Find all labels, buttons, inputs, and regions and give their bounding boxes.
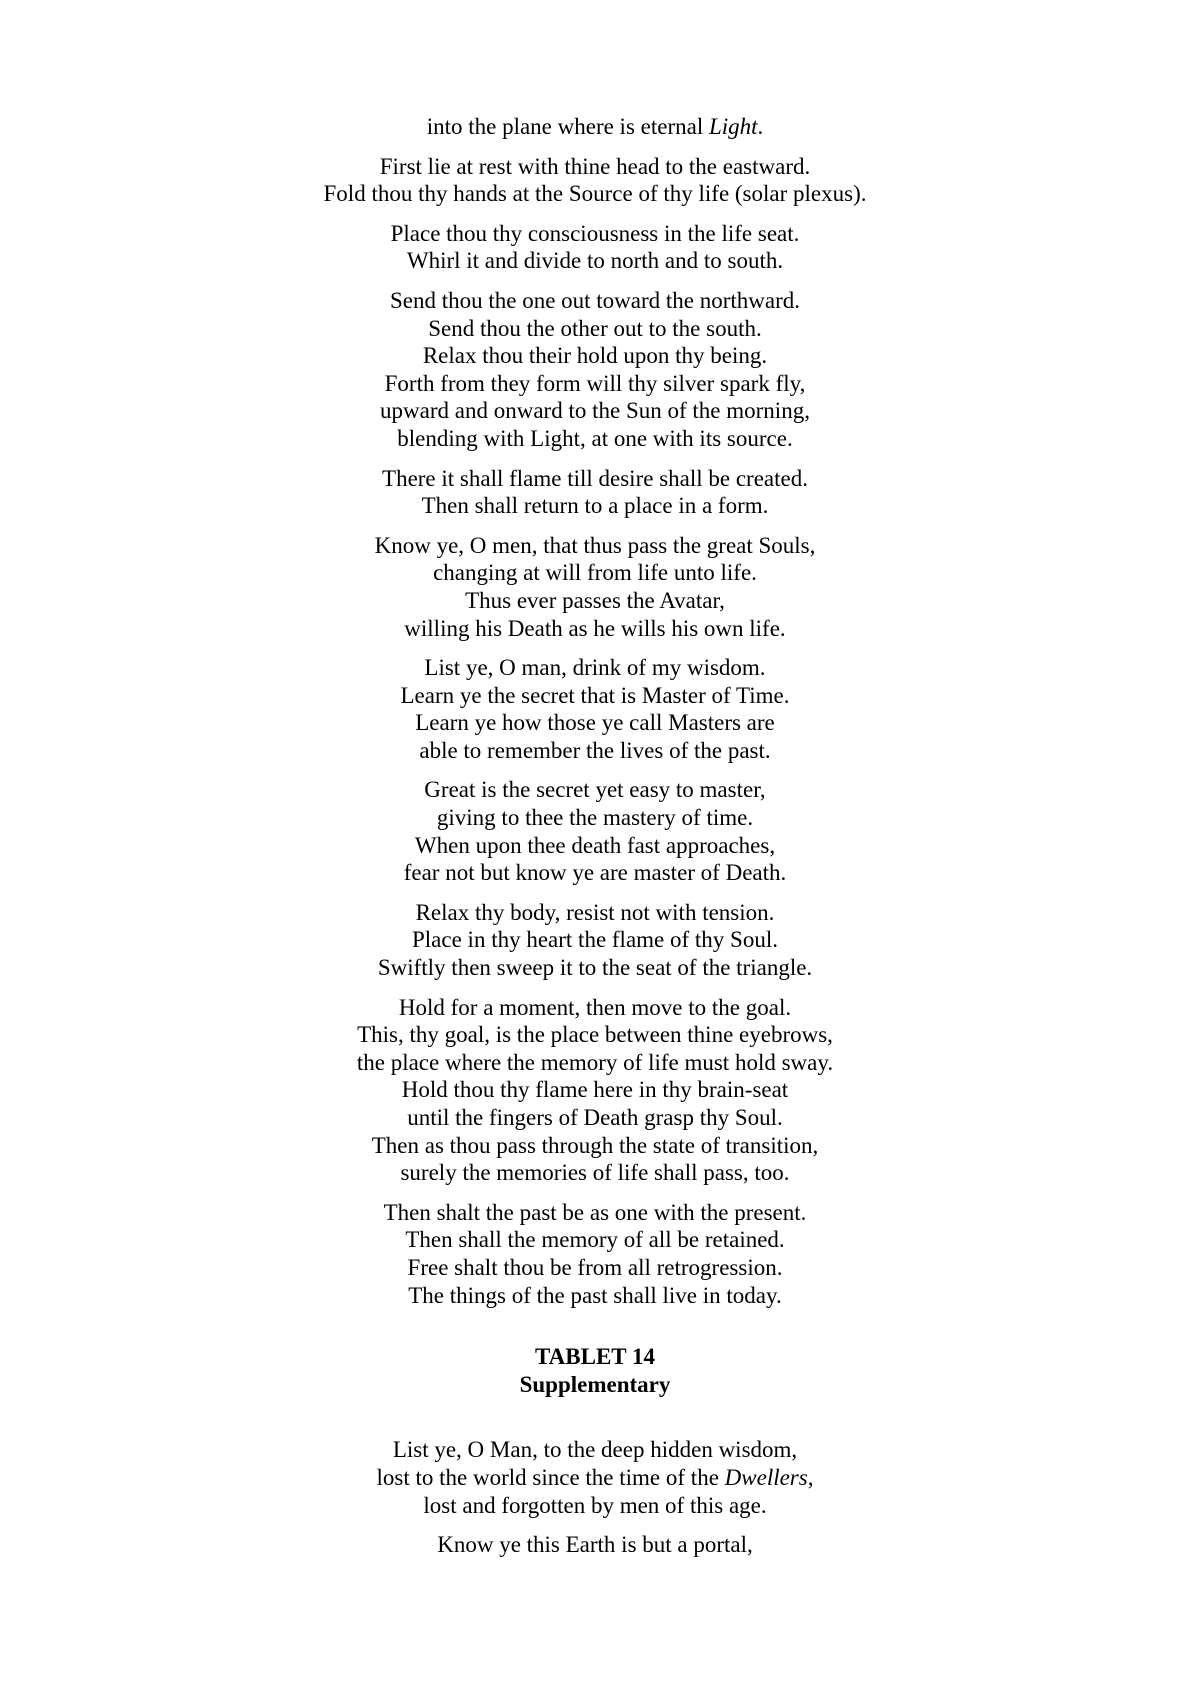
poem-line [0,926,1190,954]
document-page [0,113,1190,1571]
poem-line [0,113,1190,141]
poem-line [0,1021,1190,1049]
line-text: the place where the memory of life must hold sway. [356,1049,834,1075]
line-text: Then shall the memory of all be retained. [405,1227,785,1253]
stanza [0,113,1190,141]
poem-line [0,180,1190,208]
line-text: Then shalt the past be as one with the present. [383,1199,807,1225]
stanza [0,654,1190,764]
poem-line [0,1199,1190,1227]
poem-section-before [0,113,1190,1309]
stanza [0,899,1190,982]
line-text: Hold for a moment, then move to the goal. [398,994,792,1020]
line-text: Place thou thy consciousness in the life seat. [390,220,800,246]
poem-line [0,492,1190,520]
poem-line [0,397,1190,425]
poem-line [0,315,1190,343]
line-text: lost and forgotten by men of this age. [423,1492,767,1518]
stanza [0,1436,1190,1519]
line-text: Relax thy body, resist not with tension. [415,899,775,925]
poem-line [0,1492,1190,1520]
line-text: willing his Death as he wills his own life. [404,615,786,641]
stanza [0,220,1190,275]
line-text: Send thou the one out toward the northward. [389,287,801,313]
line-text: blending with Light, at one with its source. [397,425,793,451]
poem-line [0,342,1190,370]
tablet-heading [0,1343,1190,1398]
poem-line [0,247,1190,275]
line-text: Relax thou their hold upon thy being. [422,343,768,369]
italic-word: Dwellers [724,1464,808,1490]
stanza [0,532,1190,642]
line-punctuation: , [807,1464,814,1490]
poem-line [0,615,1190,643]
poem-line [0,1159,1190,1187]
line-text: until the fingers of Death grasp thy Soul. [407,1105,783,1130]
line-text: Fold thou thy hands at the Source of thy life (solar plexus). [323,181,867,207]
poem-line [0,859,1190,887]
line-text: First lie at rest with thine head to the eastward. [379,153,811,179]
poem-line [0,899,1190,927]
line-text: Send thou the other out to the south. [428,315,762,341]
poem-line [0,465,1190,493]
poem-line [0,709,1190,737]
line-text: Great is the secret yet easy to master, [424,777,766,803]
line-text: Hold thou thy flame here in thy brain-seat [401,1077,789,1103]
poem-line [0,1132,1190,1160]
line-text: Swiftly then sweep it to the seat of the triangle. [377,955,813,981]
line-text: Learn ye how those ye call Masters are [415,710,775,736]
poem-line [0,587,1190,615]
stanza [0,776,1190,886]
poem-line [0,994,1190,1022]
italic-word: Light [708,114,758,139]
poem-line [0,1049,1190,1077]
stanza [0,994,1190,1187]
line-text: surely the memories of life shall pass, too. [400,1160,790,1186]
line-text: upward and onward to the Sun of the morning, [380,398,810,424]
poem-line [0,954,1190,982]
line-text: List ye, O man, drink of my wisdom. [424,655,766,681]
stanza [0,1199,1190,1309]
line-text: Place in thy heart the flame of thy Soul. [412,927,778,953]
line-text: Learn ye the secret that is Master of Time. [400,682,790,708]
line-text: giving to thee the mastery of time. [436,805,754,831]
poem-line [0,682,1190,710]
line-text: Then as thou pass through the state of transition, [371,1132,819,1158]
line-text: Thus ever passes the Avatar, [465,587,725,613]
poem-line [0,1076,1190,1104]
line-text: The things of the past shall live in today. [408,1282,782,1308]
poem-line [0,287,1190,315]
line-punctuation: . [757,114,764,139]
poem-line [0,220,1190,248]
line-text: able to remember the lives of the past. [419,737,771,763]
poem-line [0,532,1190,560]
line-text: lost to the world since the time of the [376,1464,725,1490]
line-text: fear not but know ye are master of Death. [403,860,787,886]
poem-line [0,559,1190,587]
line-text: Forth from they form will thy silver spark fly, [384,370,806,396]
poem-line [0,370,1190,398]
line-text: Know ye this Earth is but a portal, [437,1532,753,1558]
tablet-title: TABLET 14 [535,1344,655,1370]
stanza [0,1531,1190,1559]
line-text: When upon thee death fast approaches, [414,832,776,858]
line-text: List ye, O Man, to the deep hidden wisdom, [392,1437,798,1463]
stanza [0,287,1190,453]
poem-line [0,804,1190,832]
poem-line [0,1531,1190,1559]
line-text: Then shall return to a place in a form. [421,493,769,519]
poem-line [0,1226,1190,1254]
line-text: Know ye, O men, that thus pass the great Souls, [374,532,816,558]
poem-line [0,1436,1190,1464]
poem-line [0,1282,1190,1310]
poem-line [0,737,1190,765]
line-text: There it shall flame till desire shall be created. [382,465,808,491]
stanza [0,153,1190,208]
poem-section-after [0,1436,1190,1558]
poem-line [0,425,1190,453]
poem-line [0,1254,1190,1282]
line-text: changing at will from life unto life. [433,560,757,586]
line-text: Whirl it and divide to north and to south. [406,248,784,274]
poem-line [0,832,1190,860]
tablet-subtitle: Supplementary [519,1371,671,1397]
line-text: into the plane where is eternal [426,114,709,139]
poem-line [0,654,1190,682]
poem-line [0,776,1190,804]
line-text: Free shalt thou be from all retrogression. [407,1254,783,1280]
poem-line [0,153,1190,181]
poem-line [0,1104,1190,1132]
poem-line [0,1464,1190,1492]
line-text: This, thy goal, is the place between thine eyebrows, [357,1022,833,1048]
stanza [0,465,1190,520]
